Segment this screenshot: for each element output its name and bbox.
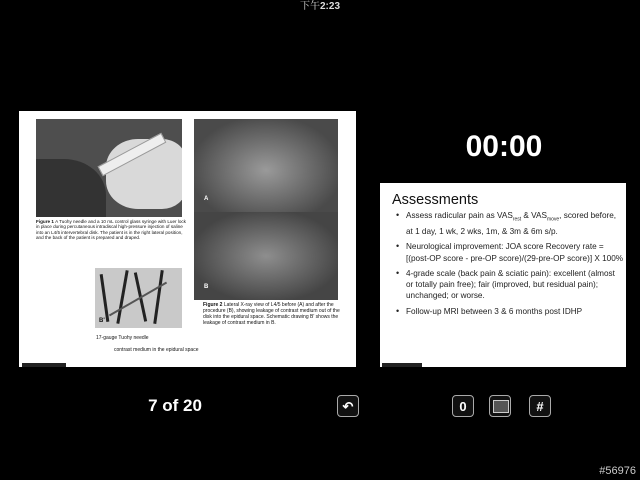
next-slide-title: Assessments <box>392 192 479 208</box>
timer[interactable]: 00:00 <box>465 130 543 163</box>
bullet-item: • Follow-up MRI between 3 & 6 months post IDHP <box>398 306 624 317</box>
label-a: A <box>204 196 209 202</box>
xray-b <box>194 212 338 300</box>
status-bar <box>0 0 640 14</box>
current-slide[interactable] <box>19 111 356 367</box>
slide-footer-tag <box>382 363 422 367</box>
figure1-caption: Figure 1 A Tuohy needle and a 10 mL control glass syringe with Luer lock in place during percutaneous intradiscal high-pressure injection of saline into an L4/5 intervertebral disk. The patient is in the right lateral position, and the back of the patient is prepared and draped. <box>36 219 186 241</box>
annotation-needle: 17-gauge Tuohy needle <box>96 335 149 341</box>
undo-button[interactable]: ↶ <box>337 395 359 417</box>
screen-toggle-button[interactable] <box>489 395 511 417</box>
slide-counter: 7 of 20 <box>148 396 202 415</box>
figure1-photo <box>36 119 182 217</box>
label-b-prime: B' <box>99 318 105 324</box>
grid-button[interactable]: # <box>529 395 551 417</box>
schematic-drawing <box>95 268 182 328</box>
next-slide-bullets <box>390 210 624 321</box>
bullet-item: • Assess radicular pain as $VAS_{rest}$ & $VAS_{move}$, scored before, at 1 day, 1 wk, 2 wks, 1m, & 3m & 6m s/p. <box>398 210 624 237</box>
next-slide-preview[interactable] <box>380 183 626 367</box>
status-time-prefix: 下午 <box>299 1 320 12</box>
xray-a <box>194 119 338 212</box>
status-time: 2:23 <box>319 1 340 12</box>
watermark: #56976 <box>599 465 636 477</box>
annotation-contrast: contrast medium in the epidural space <box>114 347 199 353</box>
bullet-item: • Neurological improvement: JOA score Recovery rate = [(post-OP score - pre-OP score)/(29-pre-OP score)] X 100% <box>398 241 624 264</box>
bullet-item: • 4-grade scale (back pain & sciatic pain): excellent (almost or totally pain free); fair (improved, but residual pain); unchanged; or worse. <box>398 268 624 302</box>
label-b: B <box>204 284 209 290</box>
figure2-caption: Figure 2 Lateral X-ray view of L4/5 before (A) and after the procedure (B), showing leakage of contrast medium out of the disk into the epidural space. Schematic drawing B' shows the leakage of contrast medium in B. <box>203 302 340 326</box>
zero-button[interactable]: 0 <box>452 395 474 417</box>
slide-footer-tag <box>22 363 66 367</box>
screen-icon <box>493 400 509 413</box>
